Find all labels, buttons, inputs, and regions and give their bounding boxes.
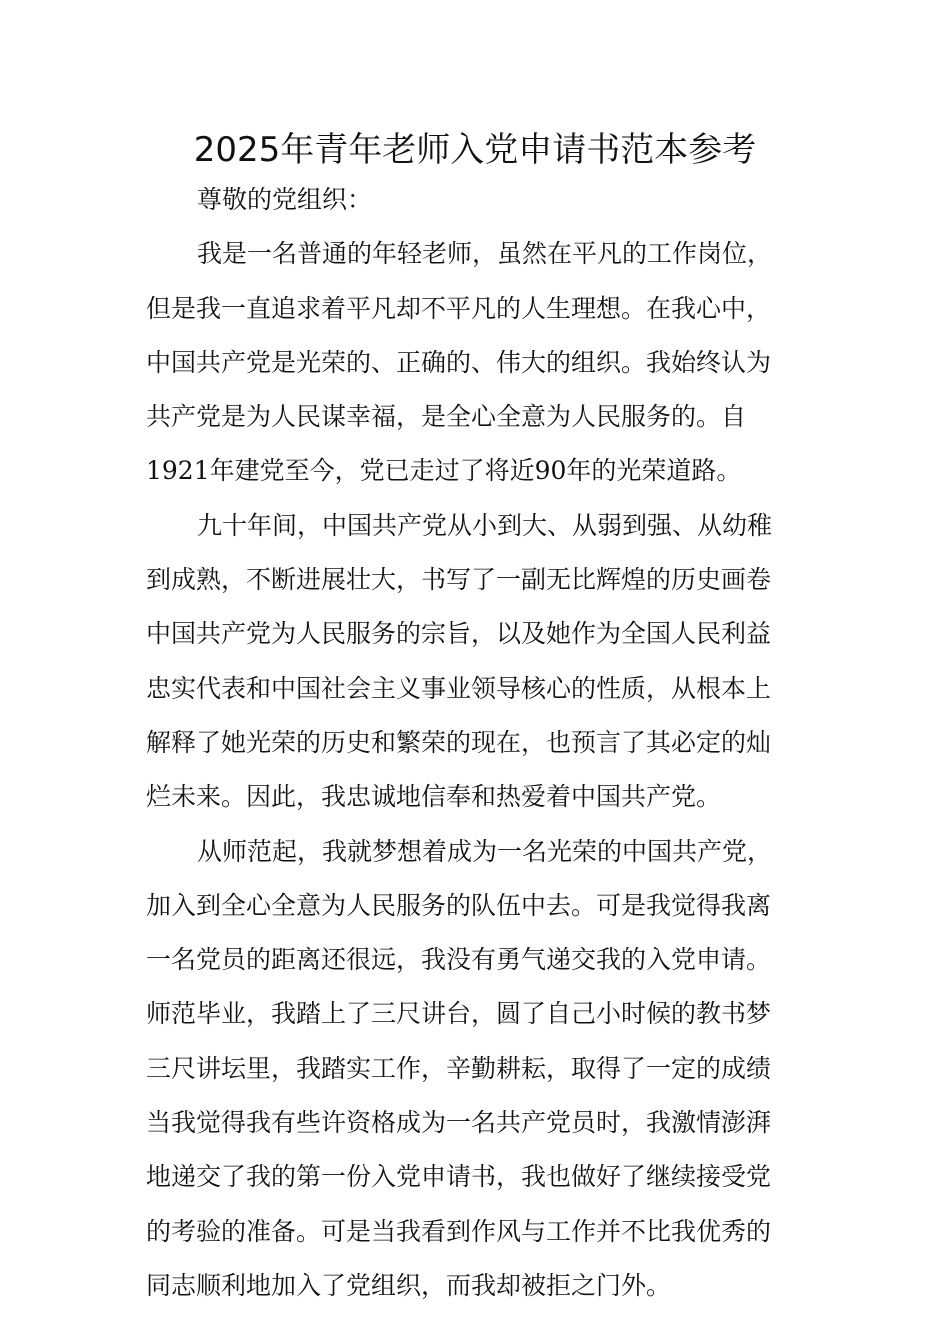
paragraph-line: 1921年建党至今，党已走过了将近90年的光荣道路。 bbox=[146, 456, 742, 486]
paragraph-line: 从师范起，我就梦想着成为一名光荣的中国共产党， bbox=[197, 836, 773, 866]
paragraph-line: 师范毕业，我踏上了三尺讲台，圆了自己小时候的教书梦 bbox=[146, 999, 772, 1029]
paragraph-line: 烂未来。因此，我忠诚地信奉和热爱着中国共产党。 bbox=[146, 782, 722, 812]
document-body bbox=[146, 180, 806, 1320]
paragraph-line: 中国共产党是光荣的、正确的、伟大的组织。我始终认为 bbox=[146, 347, 772, 377]
paragraph-line: 但是我一直追求着平凡却不平凡的人生理想。在我心中， bbox=[146, 293, 772, 323]
paragraph-line: 忠实代表和中国社会主义事业领导核心的性质，从根本上 bbox=[146, 673, 772, 703]
paragraph-line: 同志顺利地加入了党组织，而我却被拒之门外。 bbox=[146, 1270, 672, 1300]
paragraph-line: 到成熟，不断进展壮大，书写了一副无比辉煌的历史画卷 bbox=[146, 565, 772, 595]
paragraph-line: 一名党员的距离还很远，我没有勇气递交我的入党申请。 bbox=[146, 945, 772, 975]
paragraph-line: 三尺讲坛里，我踏实工作，辛勤耕耘，取得了一定的成绩 bbox=[146, 1053, 772, 1083]
paragraph-line: 中国共产党为人民服务的宗旨，以及她作为全国人民利益 bbox=[146, 619, 772, 649]
document-title: 2025年青年老师入党申请书范本参考 bbox=[193, 130, 757, 170]
paragraph-line: 当我觉得我有些许资格成为一名共产党员时，我激情澎湃 bbox=[146, 1108, 772, 1138]
paragraph-line: 加入到全心全意为人民服务的队伍中去。可是我觉得我离 bbox=[146, 890, 772, 920]
salutation-line: 尊敬的党组织： bbox=[197, 185, 373, 214]
paragraph-line: 地递交了我的第一份入党申请书，我也做好了继续接受党 bbox=[146, 1162, 772, 1192]
paragraph-line: 共产党是为人民谋幸福，是全心全意为人民服务的。自 bbox=[146, 402, 747, 432]
paragraph-line: 的考验的准备。可是当我看到作风与工作并不比我优秀的 bbox=[146, 1216, 772, 1246]
paragraph-line: 解释了她光荣的历史和繁荣的现在，也预言了其必定的灿 bbox=[146, 727, 772, 757]
paragraph-line: 我是一名普通的年轻老师，虽然在平凡的工作岗位， bbox=[197, 239, 773, 269]
paragraph-line: 九十年间，中国共产党从小到大、从弱到强、从幼稚 bbox=[197, 510, 773, 540]
